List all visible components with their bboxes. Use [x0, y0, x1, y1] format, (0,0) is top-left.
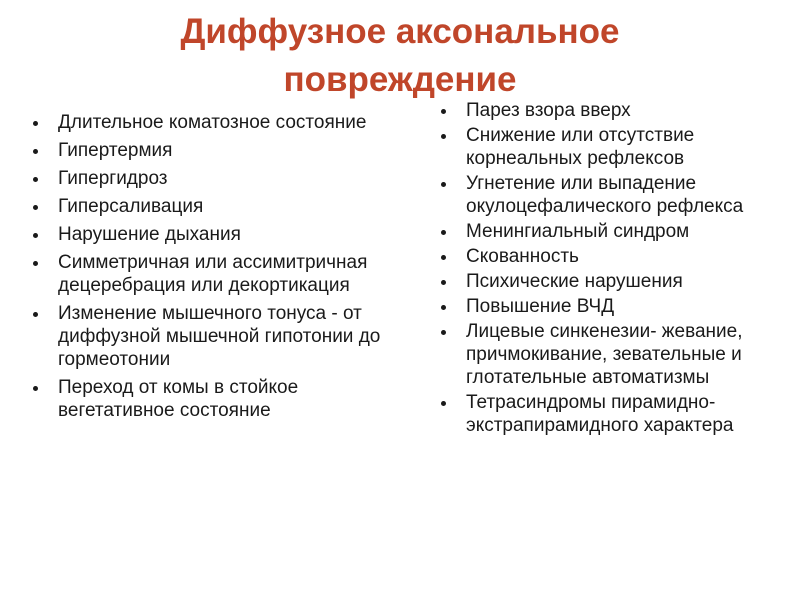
left-list-item-text: Нарушение дыхания [58, 224, 241, 245]
left-list-item-text: Длительное коматозное состояние [58, 112, 367, 133]
right-bullet-list [438, 99, 783, 439]
left-list-item [30, 139, 390, 162]
left-list-item-text: Гиперсаливация [58, 196, 204, 217]
left-list-item [30, 302, 390, 371]
right-list-item-text: Парез взора вверх [466, 100, 631, 121]
left-list-item [30, 195, 390, 218]
left-list-item-text: Гипертермия [58, 140, 173, 161]
slide-title-line-2: повреждение [283, 60, 517, 99]
right-list-item-text: Угнетение или выпадение окулоцефалического рефлекса [466, 173, 744, 217]
right-list-item-text: Повышение ВЧД [466, 296, 615, 317]
right-list-item [438, 295, 783, 318]
slide-title [0, 8, 800, 104]
right-list-item-text: Скованность [466, 246, 579, 267]
right-list-item-text: Лицевые синкенезии- жевание, причмокивание, зевательные и глотательные автоматизмы [466, 321, 743, 388]
left-list-item [30, 251, 390, 297]
left-list-item [30, 376, 390, 422]
slide-title-line-1: Диффузное аксональное [180, 12, 620, 51]
left-list-item-text: Переход от комы в стойкое вегетативное состояние [58, 377, 299, 421]
right-list-item [438, 220, 783, 243]
right-list-item-text: Психические нарушения [466, 271, 683, 292]
right-list-item-text: Тетрасиндромы пирамидно- экстрапирамидного характера [466, 392, 734, 436]
right-list-item-text: Менингиальный синдром [466, 221, 690, 242]
right-list-item [438, 172, 783, 218]
left-list-item [30, 223, 390, 246]
right-list-item-text: Снижение или отсутствие корнеальных рефлексов [466, 125, 695, 169]
right-list-item [438, 245, 783, 268]
right-list-item [438, 124, 783, 170]
left-list-item [30, 111, 390, 134]
left-list-item [30, 167, 390, 190]
right-list-item [438, 270, 783, 293]
left-bullet-list [30, 111, 390, 427]
left-list-item-text: Гипергидроз [58, 168, 168, 189]
left-list-item-text: Симметричная или ассимитричная децеребрация или декортикация [58, 252, 368, 296]
right-list-item [438, 99, 783, 122]
right-list-item [438, 391, 783, 437]
right-list-item [438, 320, 783, 389]
left-list-item-text: Изменение мышечного тонуса - от диффузной мышечной гипотонии до гормеотонии [58, 303, 381, 370]
